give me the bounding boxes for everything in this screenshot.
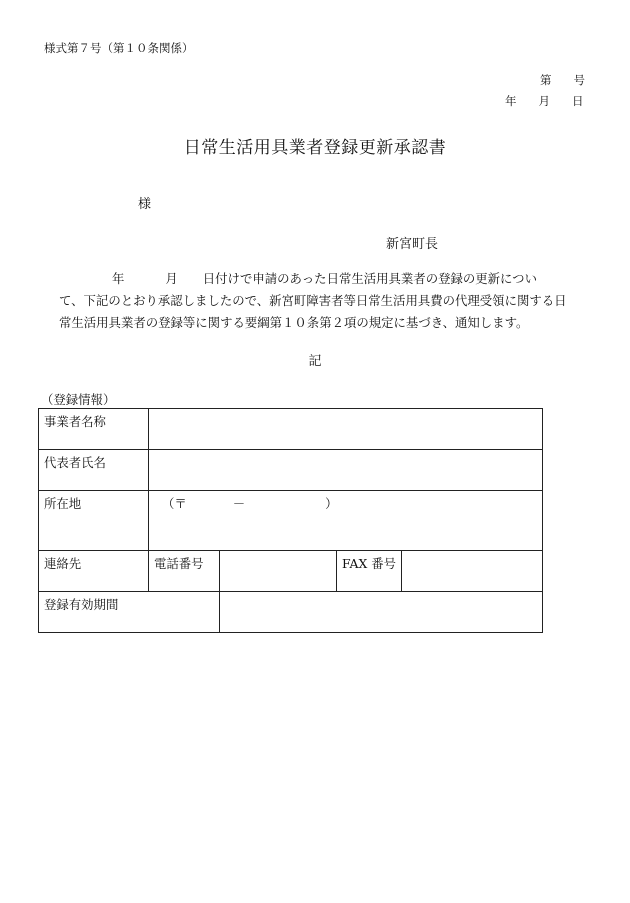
- ki-heading: 記: [308, 354, 322, 369]
- phone-label: 電話番号: [149, 551, 220, 592]
- body-line-2: て、下記のとおり承認しましたので、新宮町障害者等日常生活用具費の代理受領に関する日: [59, 293, 567, 308]
- representative-label: 代表者氏名: [39, 450, 149, 491]
- registration-table: [38, 408, 543, 633]
- number-dai: 第: [540, 73, 552, 87]
- phone-value[interactable]: [220, 551, 337, 592]
- validity-label: 登録有効期間: [39, 592, 220, 633]
- business-name-value[interactable]: [149, 409, 543, 450]
- representative-row: [39, 450, 543, 491]
- issue-date-line: [505, 93, 584, 109]
- location-row: [39, 491, 543, 551]
- number-go: 号: [573, 73, 585, 87]
- contact-label: 連絡先: [39, 551, 149, 592]
- contact-row: [39, 551, 543, 592]
- business-name-row: [39, 409, 543, 450]
- location-value[interactable]: [149, 491, 543, 551]
- body-year: 年: [112, 271, 125, 286]
- location-label: 所在地: [39, 491, 149, 551]
- body-line-1: [59, 268, 589, 290]
- date-month: 月: [538, 94, 550, 108]
- document-title: 日常生活用具業者登録更新承認書: [183, 138, 447, 158]
- body-text-1: 日付けで申請のあった日常生活用具業者の登録の更新につい: [202, 271, 537, 286]
- business-name-label: 事業者名称: [39, 409, 149, 450]
- registration-caption: （登録情報）: [41, 392, 116, 407]
- document-number-line: [540, 72, 585, 88]
- postal-open: （〒: [162, 496, 187, 511]
- form-number: 様式第７号（第１０条関係）: [44, 41, 194, 55]
- fax-label: FAX 番号: [337, 551, 402, 592]
- validity-value[interactable]: [220, 592, 543, 633]
- body-month: 月: [165, 271, 178, 286]
- postal-close: ）: [325, 496, 338, 511]
- validity-row: [39, 592, 543, 633]
- date-year: 年: [505, 94, 517, 108]
- date-day: 日: [572, 94, 584, 108]
- body-line-3: 常生活用具業者の登録等に関する要綱第１０条第２項の規定に基づき、通知します。: [59, 315, 529, 330]
- postal-dash: －: [232, 496, 246, 511]
- representative-value[interactable]: [149, 450, 543, 491]
- issuer-name: 新宮町長: [386, 237, 439, 252]
- notice-body: [59, 268, 589, 334]
- addressee: 様: [138, 197, 152, 212]
- fax-value[interactable]: [402, 551, 543, 592]
